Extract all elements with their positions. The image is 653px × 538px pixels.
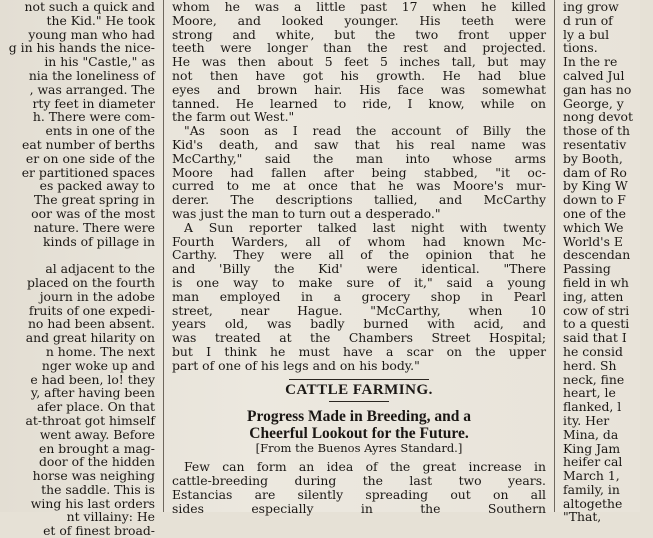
text-line: derer. The descriptions tallied, and McCarthy: [172, 192, 546, 208]
text-line: neck, fine: [563, 371, 625, 387]
text-line: to a questi: [563, 316, 630, 332]
text-line: curred to me at once that he was Moore's mur-: [172, 178, 546, 194]
text-line: part of one of his legs and on his body.": [172, 357, 420, 373]
text-line: ing grow: [563, 0, 619, 14]
subheading-line-1: Progress Made in Breeding, and a: [247, 408, 471, 426]
text-line: the Kid." He took: [46, 12, 155, 28]
text-line: Few can form an idea of the great increase in: [184, 459, 546, 475]
text-line: dam of Ro: [563, 164, 627, 180]
text-line: which We: [563, 219, 624, 235]
text-line: h. There were com-: [32, 109, 155, 125]
text-line: ly a bul: [563, 26, 610, 42]
text-line: McCarthy," said the man into whose arms: [172, 150, 546, 166]
text-line: one of the: [563, 205, 626, 221]
text-line: rty feet in diameter: [32, 95, 155, 111]
text-line: by Booth,: [563, 150, 623, 166]
text-line: door of the hidden: [38, 454, 155, 470]
text-line: street, near Hague. "McCarthy, when 10: [172, 302, 546, 318]
text-line: nt villainy: He: [66, 509, 155, 525]
text-line: King Jam: [563, 440, 621, 456]
text-line: al adjacent to the: [45, 261, 155, 277]
text-line: nature. There were: [33, 219, 155, 235]
text-line: oor was of the most: [31, 205, 155, 221]
text-line: Moore had fallen after being stabbed, "it oc-: [172, 164, 546, 180]
text-line: tions.: [563, 40, 598, 56]
text-line: nong devot: [563, 109, 633, 125]
text-line: family, in: [563, 481, 620, 497]
text-line: heart, le: [563, 385, 616, 401]
section-divider: [289, 379, 429, 380]
text-line: the saddle. This is: [41, 481, 155, 497]
text-line: those of th: [563, 123, 630, 139]
text-line: g in his hands the nice-: [8, 40, 155, 56]
text-line: ents in one of the: [45, 123, 155, 139]
text-line: In the re: [563, 54, 618, 70]
text-line: Kid's death, and saw that his real name was: [172, 136, 546, 152]
text-line: afer place. On that: [36, 399, 155, 415]
text-line: Fourth Warders, all of whom had known Mc-: [172, 233, 546, 249]
text-line: said that I: [563, 330, 627, 346]
text-line: George, y: [563, 95, 624, 111]
text-line: teeth were longer than the rest and projected.: [172, 40, 546, 56]
text-line: The great spring in: [34, 192, 155, 208]
text-line: en brought a mag-: [39, 440, 155, 456]
text-line: Carthy. They were all of the opinion that he: [172, 247, 546, 263]
text-line: d run of: [563, 12, 613, 28]
text-line: kinds of pillage in: [42, 233, 155, 249]
text-line: [0, 248, 155, 262]
title-divider: [329, 401, 389, 402]
text-line: He was then about 5 feet 5 inches tall, but may: [172, 54, 546, 70]
text-line: wing his last orders: [30, 495, 155, 511]
text-line: y, after having been: [30, 385, 155, 401]
text-line: journ in the adobe: [39, 288, 155, 304]
text-line: resentativ: [563, 136, 627, 152]
text-line: and great hilarity on: [25, 330, 155, 346]
text-line: descendan: [563, 247, 631, 263]
text-line: cow of stri: [563, 302, 630, 318]
text-line: sides especially in the Southern: [172, 500, 546, 516]
text-line: horse was neighing: [32, 468, 155, 484]
text-line: es packed away to: [39, 178, 155, 194]
text-line: e had been, lo! they: [30, 371, 155, 387]
text-line: the farm out West.": [172, 109, 295, 125]
text-line: flanked, l: [563, 399, 622, 415]
text-line: World's E: [563, 233, 623, 249]
text-line: herd. Sh: [563, 357, 617, 373]
article-paragraph-4: [172, 460, 546, 515]
text-line: fruits of one expedi-: [28, 302, 155, 318]
article-top-paragraph: [172, 0, 546, 124]
text-line: tanned. He learned to ride, I know, while on: [172, 95, 546, 111]
text-line: cattle-breeding during the last two years.: [172, 472, 546, 488]
text-line: eat number of berths: [22, 136, 155, 152]
text-line: , was arranged. The: [29, 81, 155, 97]
text-line: March 1,: [563, 468, 620, 484]
text-line: Moore, and looked younger. His teeth were: [172, 12, 546, 28]
text-line: in his "Castle," as: [44, 54, 155, 70]
text-line: down to F: [563, 192, 626, 208]
text-line: Passing: [563, 261, 611, 277]
text-line: not then have got his growth. He had blue: [172, 67, 546, 83]
text-line: young man who had: [28, 26, 155, 42]
text-line: Estancias are silently spreading out on all: [172, 486, 546, 502]
text-line: no had been absent.: [27, 316, 155, 332]
text-line: is one way to make sure of it," said a young: [172, 274, 546, 290]
text-line: altogethe: [563, 495, 623, 511]
text-line: calved Jul: [563, 67, 625, 83]
text-line: strong and white, but the two front upper: [172, 26, 546, 42]
text-line: gan has no: [563, 81, 632, 97]
text-line: et of finest broad-: [43, 523, 155, 538]
text-line: whom he was a little past 17 when he killed: [172, 0, 546, 14]
column-rule-right: [554, 0, 555, 512]
text-line: Mina, da: [563, 426, 619, 442]
text-line: er partitioned spaces: [21, 164, 155, 180]
text-line: years old, was badly burned with acid, and: [172, 316, 546, 332]
text-line: A Sun reporter talked last night with twenty: [184, 219, 546, 235]
text-line: heifer cal: [563, 454, 623, 470]
text-line: went away. Before: [39, 426, 155, 442]
section-title: CATTLE FARMING.: [285, 381, 433, 398]
text-line: by King W: [563, 178, 628, 194]
column-rule-left: [163, 0, 164, 512]
right-column: [563, 0, 653, 525]
subheading-line-2: Cheerful Lookout for the Future.: [249, 425, 469, 443]
text-line: ity. Her: [563, 412, 610, 428]
text-line: man employed in a grocery shop in Pearl: [172, 288, 546, 304]
article-paragraph-2: [172, 124, 546, 221]
left-column: [0, 0, 155, 538]
text-line: was treated at the Chambers Street Hospital;: [172, 330, 546, 346]
text-line: at-throat got himself: [25, 412, 155, 428]
text-line: was just the man to turn out a desperado.": [172, 205, 441, 221]
text-line: nia the loneliness of: [28, 67, 155, 83]
text-line: placed on the fourth: [27, 274, 155, 290]
text-line: ing, atten: [563, 288, 624, 304]
text-line: "As soon as I read the account of Billy the: [184, 123, 546, 139]
middle-column: [172, 0, 546, 516]
text-line: eyes and brown hair. His face was somewhat: [172, 81, 546, 97]
text-line: n home. The next: [45, 343, 155, 359]
source-credit: [From the Buenos Ayres Standard.]: [255, 441, 463, 456]
text-line: nger woke up and: [41, 357, 155, 373]
text-line: er on one side of the: [25, 150, 155, 166]
article-paragraph-3: [172, 221, 546, 373]
text-line: field in wh: [563, 274, 629, 290]
text-line: but I think he must have a scar on the upper: [172, 343, 546, 359]
text-line: and 'Billy the Kid' were identical. "There: [172, 261, 546, 277]
text-line: "That,: [563, 509, 602, 525]
text-line: he consid: [563, 343, 623, 359]
text-line: not such a quick and: [24, 0, 155, 14]
